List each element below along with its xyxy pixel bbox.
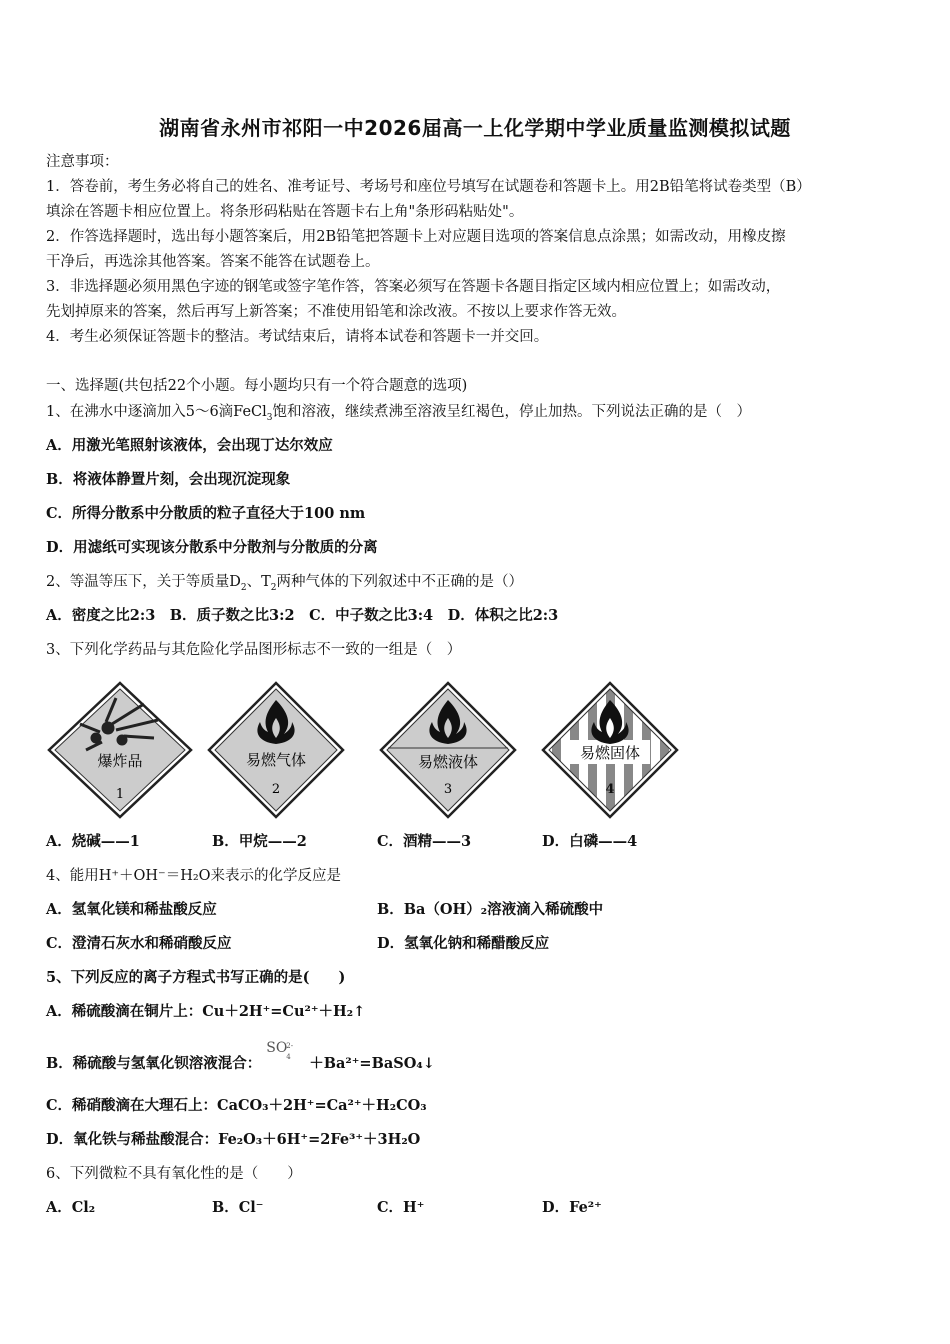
sulfate-ion: SO 2- 4 (266, 1040, 294, 1061)
sign-2-number: 2 (271, 782, 281, 797)
question-6-stem: 6、下列微粒不具有氧化性的是（ ） (46, 1166, 302, 1182)
question-5-stem: 5、下列反应的离子方程式书写正确的是( ) (46, 969, 346, 986)
sign-2-label: 易燃气体 (245, 751, 307, 769)
question-3-stem: 3、下列化学药品与其危险化学品图形标志不一致的一组是（ ） (46, 642, 462, 658)
q1-option-a[interactable]: A．用激光笔照射该液体，会出现丁达尔效应 (46, 437, 333, 454)
flammable-liquid-sign (378, 680, 518, 820)
q3-option-a[interactable]: A．烧碱——1 (46, 833, 140, 850)
notice-line: 2．作答选择题时，选出每小题答案后，用2B铅笔把答题卡上对应题目选项的答案信息点涂黑；如需改动，用橡皮擦 (46, 229, 786, 245)
notice-line: 干净后，再选涂其他答案。答案不能答在试题卷上。 (46, 254, 380, 270)
q6-option-d[interactable]: D．Fe²⁺ (542, 1199, 602, 1216)
section-heading: 一、选择题(共包括22个小题。每小题均只有一个符合题意的选项) (46, 378, 468, 394)
q4-option-d[interactable]: D．氢氧化钠和稀醋酸反应 (377, 935, 550, 952)
q3-option-d[interactable]: D．白磷——4 (542, 833, 638, 850)
page-title: 湖南省永州市祁阳一中2026届高一上化学期中学业质量监测模拟试题 (159, 116, 791, 140)
sign-3-label: 易燃液体 (417, 753, 479, 771)
notice-line: 填涂在答题卡相应位置上。将条形码粘贴在答题卡右上角"条形码粘贴处"。 (46, 204, 524, 220)
q3-option-b[interactable]: B．甲烷——2 (212, 833, 307, 850)
question-1-stem: 1、在沸水中逐滴加入5～6滴FeCl$_3$饱和溶液，继续煮沸至溶液呈红褐色，停止加热。下列说法正确的是（ ） (46, 404, 751, 423)
q4-option-c[interactable]: C．澄清石灰水和稀硝酸反应 (46, 935, 232, 952)
q2-options[interactable]: A．密度之比2:3 B．质子数之比3:2 C．中子数之比3:4 D．体积之比2:3 (46, 607, 559, 624)
q4-option-a[interactable]: A．氢氧化镁和稀盐酸反应 (46, 901, 217, 918)
notice-line: 3．非选择题必须用黑色字迹的钢笔或签字笔作答，答案必须写在答题卡各题目指定区域内相应位置上；如需改动， (46, 279, 781, 295)
q6-option-b[interactable]: B．Cl⁻ (212, 1199, 264, 1216)
sign-4-number: 4 (605, 782, 615, 797)
q5-option-b[interactable]: B．稀硫酸与氢氧化钡溶液混合： SO 2- 4 ＋Ba²⁺=BaSO₄↓ (46, 1040, 435, 1072)
flammable-gas-sign (206, 680, 346, 820)
q1-option-b[interactable]: B．将液体静置片刻，会出现沉淀现象 (46, 471, 291, 488)
sign-1-number: 1 (115, 787, 125, 802)
q5-option-d[interactable]: D．氧化铁与稀盐酸混合：Fe₂O₃＋6H⁺=2Fe³⁺＋3H₂O (46, 1131, 421, 1148)
q1-option-c[interactable]: C．所得分散系中分散质的粒子直径大于100 nm (46, 505, 366, 522)
notice-heading: 注意事项： (46, 154, 119, 170)
question-4-stem: 4、能用H⁺＋OH⁻＝H₂O来表示的化学反应是 (46, 868, 342, 884)
question-2-stem: 2、等温等压下，关于等质量$D_2$、$T_2$两种气体的下列叙述中不正确的是（） (46, 574, 523, 593)
notice-line: 4．考生必须保证答题卡的整洁。考试结束后，请将本试卷和答题卡一并交回。 (46, 329, 549, 345)
q4-option-b[interactable]: B．Ba（OH）₂溶液滴入稀硫酸中 (377, 901, 604, 918)
q6-option-c[interactable]: C．H⁺ (377, 1199, 425, 1216)
q1-option-d[interactable]: D．用滤纸可实现该分散系中分散剂与分散质的分离 (46, 539, 378, 556)
sign-4-label: 易燃固体 (579, 744, 641, 762)
q5-option-c[interactable]: C．稀硝酸滴在大理石上：CaCO₃＋2H⁺=Ca²⁺＋H₂CO₃ (46, 1097, 427, 1114)
q3-option-c[interactable]: C．酒精——3 (377, 833, 472, 850)
q5-option-a[interactable]: A．稀硫酸滴在铜片上：Cu＋2H⁺=Cu²⁺＋H₂↑ (46, 1003, 366, 1020)
flammable-solid-sign (540, 680, 680, 820)
sign-1-label: 爆炸品 (97, 752, 143, 770)
explosive-hazard-sign (46, 680, 194, 820)
q6-option-a[interactable]: A．Cl₂ (46, 1199, 96, 1216)
sign-3-number: 3 (443, 782, 453, 797)
notice-line: 1．答卷前，考生务必将自己的姓名、准考证号、考场号和座位号填写在试题卷和答题卡上。用2B铅笔将试卷类型（B） (46, 179, 811, 195)
notice-line: 先划掉原来的答案，然后再写上新答案；不准使用铅笔和涂改液。不按以上要求作答无效。 (46, 304, 626, 320)
